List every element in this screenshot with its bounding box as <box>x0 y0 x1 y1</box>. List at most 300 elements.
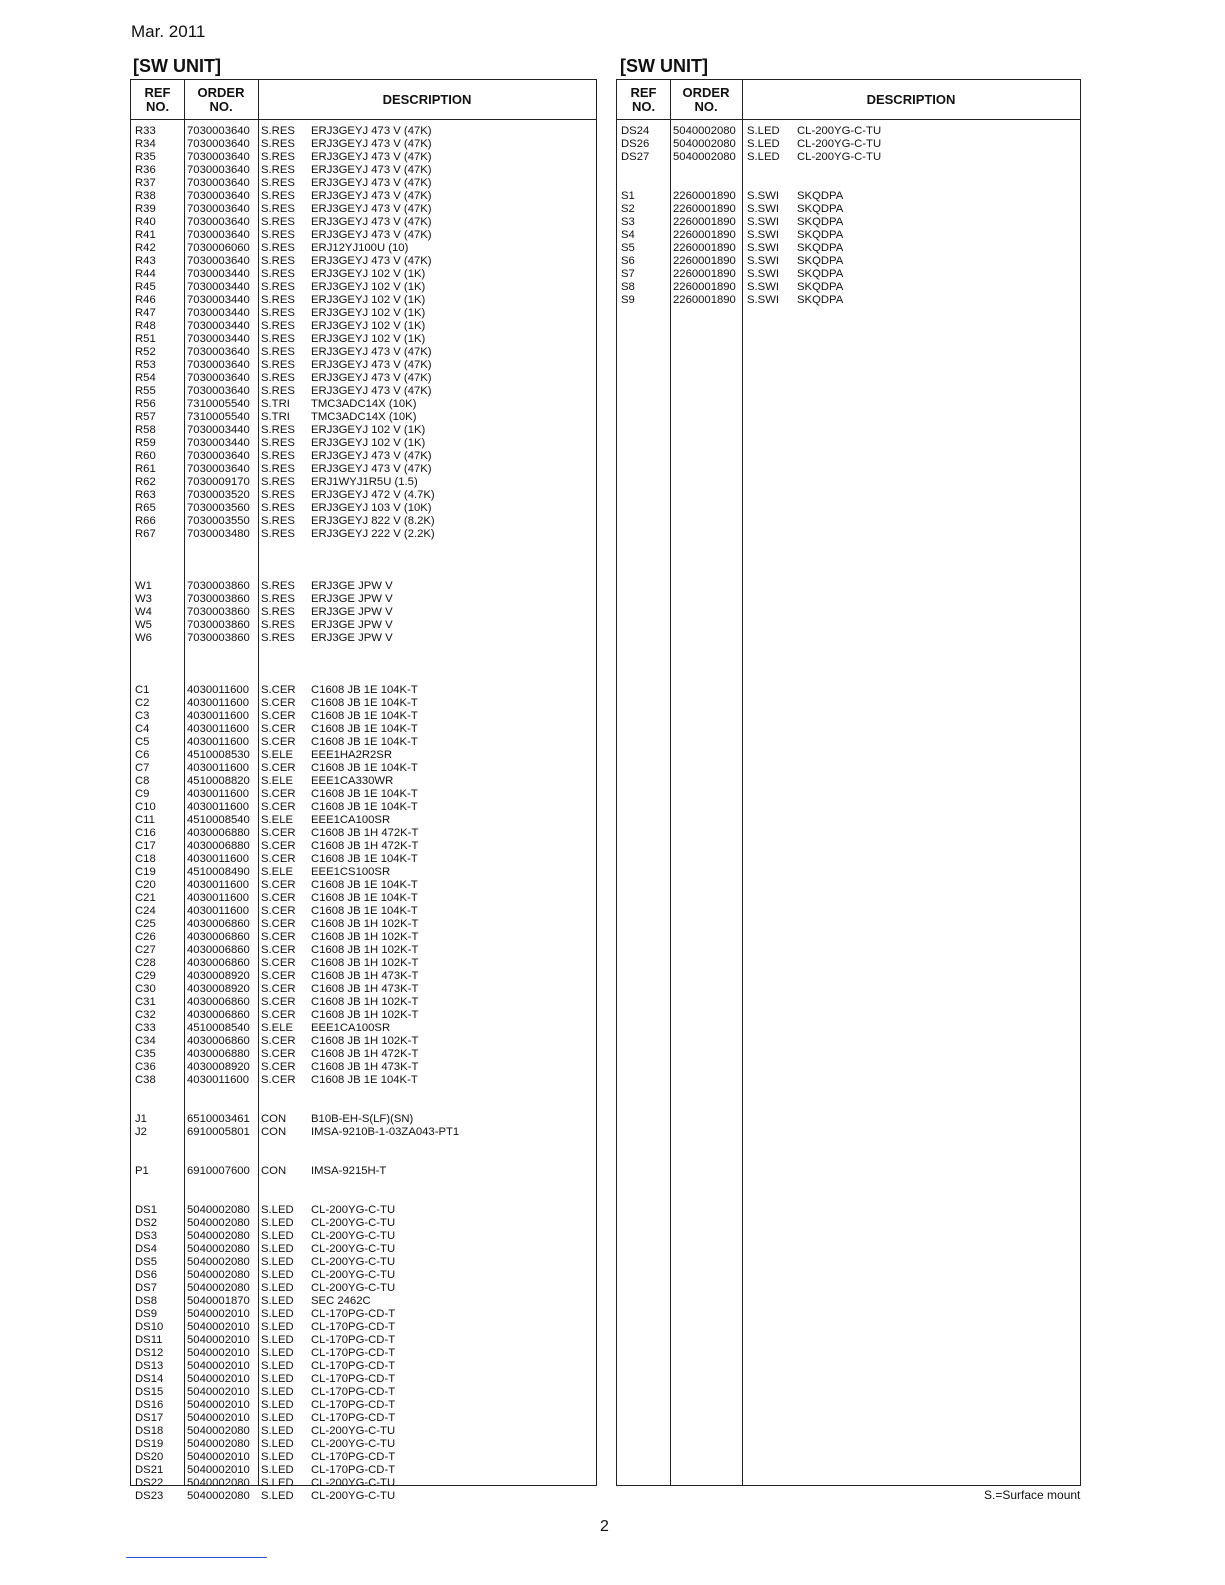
table-row <box>131 593 596 606</box>
description-cell: ERJ3GE JPW V <box>311 606 393 618</box>
description-cell: C1608 JB 1H 102K-T <box>311 996 419 1008</box>
ref-no-cell: R40 <box>135 216 156 228</box>
order-no-cell: 5040001870 <box>187 1295 250 1307</box>
part-type-cell: S.LED <box>261 1412 294 1424</box>
ref-no-cell: C21 <box>135 892 156 904</box>
ref-no-cell: R66 <box>135 515 156 527</box>
ref-no-cell: DS12 <box>135 1347 164 1359</box>
order-no-cell: 4030011600 <box>187 710 249 722</box>
part-type-cell: S.LED <box>261 1321 294 1333</box>
ref-no-cell: S6 <box>621 255 635 267</box>
order-no-cell: 4030006860 <box>187 996 250 1008</box>
order-no-cell: 5040002080 <box>187 1425 250 1437</box>
part-type-cell: S.ELE <box>261 866 294 878</box>
description-cell: CL-170PG-CD-T <box>311 1464 396 1476</box>
parts-table-left <box>130 79 597 1502</box>
part-type-cell: S.RES <box>261 268 295 280</box>
table-row <box>131 1009 596 1022</box>
description-cell: ERJ3GEYJ 102 V (1K) <box>311 281 426 293</box>
table-row <box>131 736 596 749</box>
ref-no-cell: C2 <box>135 697 150 709</box>
order-no-cell: 4030011600 <box>187 697 249 709</box>
ref-no-cell: C17 <box>135 840 156 852</box>
order-no-cell: 6510003461 <box>187 1113 250 1125</box>
description-cell: CL-170PG-CD-T <box>311 1373 396 1385</box>
table-row <box>131 372 596 385</box>
ref-no-cell: W6 <box>135 632 152 644</box>
description-cell: CL-170PG-CD-T <box>311 1451 396 1463</box>
table-row <box>617 164 1080 177</box>
ref-no-cell: J1 <box>135 1113 147 1125</box>
table-row <box>131 385 596 398</box>
description-cell: IMSA-9215H-T <box>311 1165 387 1177</box>
order-no-cell: 7030003860 <box>187 619 250 631</box>
table-row <box>131 294 596 307</box>
order-no-cell: 2260001890 <box>673 268 736 280</box>
table-row <box>131 268 596 281</box>
table-row <box>131 1191 596 1204</box>
part-type-cell: S.RES <box>261 528 295 540</box>
part-type-cell: S.RES <box>261 190 295 202</box>
table-row <box>131 190 596 203</box>
table-row <box>131 918 596 931</box>
part-type-cell: S.LED <box>261 1256 294 1268</box>
part-type-cell: S.LED <box>261 1490 294 1502</box>
table-row <box>617 177 1080 190</box>
part-type-cell: S.RES <box>261 437 295 449</box>
description-cell: C1608 JB 1E 104K-T <box>311 905 418 917</box>
order-no-cell: 4510008540 <box>187 814 250 826</box>
ref-no-cell: R55 <box>135 385 156 397</box>
part-type-cell: S.SWI <box>747 255 780 267</box>
part-type-cell: S.RES <box>261 333 295 345</box>
table-body <box>617 125 1080 307</box>
header-ref-no: REF NO. <box>630 84 657 114</box>
part-type-cell: S.ELE <box>261 749 294 761</box>
ref-no-cell: R61 <box>135 463 156 475</box>
part-type-cell: S.LED <box>261 1399 294 1411</box>
table-row <box>131 333 596 346</box>
table-row <box>131 216 596 229</box>
order-no-cell: 5040002010 <box>187 1308 250 1320</box>
order-no-cell: 5040002080 <box>187 1243 250 1255</box>
ref-no-cell: W4 <box>135 606 152 618</box>
header-ref-no: REF NO. <box>144 84 171 114</box>
order-no-cell: 7030003860 <box>187 606 250 618</box>
part-type-cell: S.LED <box>261 1295 294 1307</box>
description-cell: ERJ3GEYJ 473 V (47K) <box>311 190 432 202</box>
part-type-cell: S.CER <box>261 905 296 917</box>
part-type-cell: S.LED <box>261 1373 294 1385</box>
ref-no-cell: DS6 <box>135 1269 157 1281</box>
table-row <box>131 1295 596 1308</box>
table-row <box>131 502 596 515</box>
description-cell: C1608 JB 1H 473K-T <box>311 983 419 995</box>
description-cell: SKQDPA <box>797 281 844 293</box>
table-row <box>131 996 596 1009</box>
table-row <box>131 151 596 164</box>
description-cell: SKQDPA <box>797 294 844 306</box>
part-type-cell: S.CER <box>261 944 296 956</box>
part-type-cell: S.CER <box>261 970 296 982</box>
order-no-cell: 5040002080 <box>673 125 736 137</box>
table-row <box>131 359 596 372</box>
order-no-cell: 4030008920 <box>187 1061 250 1073</box>
description-cell: ERJ3GEYJ 472 V (4.7K) <box>311 489 435 501</box>
order-no-cell: 7030003640 <box>187 385 250 397</box>
order-no-cell: 7030003640 <box>187 372 250 384</box>
order-no-cell: 4030006860 <box>187 1009 250 1021</box>
description-cell: B10B-EH-S(LF)(SN) <box>311 1113 414 1125</box>
part-type-cell: S.SWI <box>747 229 780 241</box>
table-row <box>131 892 596 905</box>
part-type-cell: S.LED <box>261 1230 294 1242</box>
description-cell: CL-170PG-CD-T <box>311 1399 396 1411</box>
part-type-cell: S.CER <box>261 684 296 696</box>
ref-no-cell: C19 <box>135 866 156 878</box>
description-cell: SEC 2462C <box>311 1295 371 1307</box>
description-cell: C1608 JB 1H 473K-T <box>311 1061 419 1073</box>
table-row <box>131 1321 596 1334</box>
table-row <box>131 970 596 983</box>
table-row <box>131 411 596 424</box>
ref-no-cell: R62 <box>135 476 156 488</box>
part-type-cell: S.LED <box>261 1438 294 1450</box>
part-type-cell: S.ELE <box>261 814 294 826</box>
ref-no-cell: P1 <box>135 1165 149 1177</box>
description-cell: ERJ3GEYJ 102 V (1K) <box>311 424 426 436</box>
description-cell: C1608 JB 1H 472K-T <box>311 827 419 839</box>
footer-link-line[interactable] <box>126 1557 267 1558</box>
ref-no-cell: R67 <box>135 528 156 540</box>
description-cell: C1608 JB 1E 104K-T <box>311 697 418 709</box>
description-cell: ERJ3GEYJ 473 V (47K) <box>311 164 432 176</box>
ref-no-cell: R51 <box>135 333 156 345</box>
description-cell: C1608 JB 1E 104K-T <box>311 801 418 813</box>
description-cell: ERJ3GE JPW V <box>311 580 393 592</box>
ref-no-cell: S5 <box>621 242 635 254</box>
description-cell: C1608 JB 1E 104K-T <box>311 762 418 774</box>
order-no-cell: 4030011600 <box>187 762 249 774</box>
table-header <box>131 80 596 120</box>
description-cell: ERJ3GEYJ 473 V (47K) <box>311 359 432 371</box>
ref-no-cell: C5 <box>135 736 150 748</box>
table-row <box>131 476 596 489</box>
ref-no-cell: C32 <box>135 1009 156 1021</box>
ref-no-cell: C8 <box>135 775 150 787</box>
description-cell: C1608 JB 1E 104K-T <box>311 1074 418 1086</box>
table-row <box>131 1399 596 1412</box>
table-row <box>131 827 596 840</box>
part-type-cell: S.CER <box>261 931 296 943</box>
table-row <box>131 801 596 814</box>
description-cell: EEE1CS100SR <box>311 866 391 878</box>
order-no-cell: 4030011600 <box>187 736 249 748</box>
table-row <box>617 294 1080 307</box>
description-cell: CL-200YG-C-TU <box>797 125 882 137</box>
order-no-cell: 7030003440 <box>187 268 250 280</box>
order-no-cell: 7030006060 <box>187 242 250 254</box>
table-row <box>131 307 596 320</box>
table-row <box>131 1048 596 1061</box>
order-no-cell: 5040002080 <box>187 1282 250 1294</box>
ref-no-cell: C36 <box>135 1061 156 1073</box>
table-header <box>617 80 1080 120</box>
part-type-cell: S.CER <box>261 983 296 995</box>
order-no-cell: 7030003440 <box>187 424 250 436</box>
order-no-cell: 7030003640 <box>187 190 250 202</box>
order-no-cell: 7030003640 <box>187 229 250 241</box>
part-type-cell: S.CER <box>261 788 296 800</box>
order-no-cell: 4030011600 <box>187 801 249 813</box>
description-cell: CL-200YG-C-TU <box>311 1243 396 1255</box>
part-type-cell: S.CER <box>261 840 296 852</box>
table-row <box>131 1217 596 1230</box>
table-row <box>131 450 596 463</box>
table-row <box>131 840 596 853</box>
description-cell: C1608 JB 1H 472K-T <box>311 840 419 852</box>
part-type-cell: S.LED <box>261 1217 294 1229</box>
description-cell: C1608 JB 1H 102K-T <box>311 931 419 943</box>
part-type-cell: S.LED <box>747 138 780 150</box>
order-no-cell: 7030003860 <box>187 580 250 592</box>
part-type-cell: S.CER <box>261 1074 296 1086</box>
description-cell: CL-200YG-C-TU <box>311 1490 396 1502</box>
table-row <box>131 1438 596 1451</box>
table-row <box>131 762 596 775</box>
description-cell: SKQDPA <box>797 190 844 202</box>
description-cell: C1608 JB 1H 102K-T <box>311 1035 419 1047</box>
description-cell: SKQDPA <box>797 255 844 267</box>
description-cell: CL-200YG-C-TU <box>797 138 882 150</box>
description-cell: SKQDPA <box>797 203 844 215</box>
table-row <box>131 489 596 502</box>
order-no-cell: 5040002010 <box>187 1451 250 1463</box>
description-cell: CL-200YG-C-TU <box>311 1204 396 1216</box>
ref-no-cell: C28 <box>135 957 156 969</box>
description-cell: ERJ3GEYJ 473 V (47K) <box>311 229 432 241</box>
part-type-cell: S.LED <box>261 1243 294 1255</box>
ref-no-cell: C1 <box>135 684 150 696</box>
table-row <box>131 1230 596 1243</box>
part-type-cell: S.RES <box>261 294 295 306</box>
ref-no-cell: S8 <box>621 281 635 293</box>
order-no-cell: 7030003560 <box>187 502 250 514</box>
part-type-cell: S.CER <box>261 723 296 735</box>
part-type-cell: S.CER <box>261 879 296 891</box>
ref-no-cell: C3 <box>135 710 150 722</box>
description-cell: ERJ3GEYJ 473 V (47K) <box>311 463 432 475</box>
description-cell: ERJ3GEYJ 473 V (47K) <box>311 450 432 462</box>
description-cell: EEE1CA100SR <box>311 1022 391 1034</box>
part-type-cell: S.RES <box>261 385 295 397</box>
order-no-cell: 7310005540 <box>187 398 250 410</box>
description-cell: ERJ3GEYJ 102 V (1K) <box>311 333 426 345</box>
description-cell: SKQDPA <box>797 242 844 254</box>
description-cell: ERJ3GEYJ 222 V (2.2K) <box>311 528 435 540</box>
part-type-cell: S.TRI <box>261 411 290 423</box>
order-no-cell: 7030003640 <box>187 177 250 189</box>
part-type-cell: S.RES <box>261 164 295 176</box>
table-row <box>131 1425 596 1438</box>
table-row <box>131 671 596 684</box>
ref-no-cell: C33 <box>135 1022 156 1034</box>
order-no-cell: 5040002080 <box>187 1477 250 1489</box>
description-cell: CL-200YG-C-TU <box>311 1230 396 1242</box>
ref-no-cell: DS22 <box>135 1477 164 1489</box>
ref-no-cell: C16 <box>135 827 156 839</box>
part-type-cell: S.RES <box>261 255 295 267</box>
part-type-cell: S.CER <box>261 996 296 1008</box>
part-type-cell: S.RES <box>261 242 295 254</box>
order-no-cell: 5040002010 <box>187 1412 250 1424</box>
table-row <box>131 281 596 294</box>
part-type-cell: S.RES <box>261 346 295 358</box>
description-cell: CL-170PG-CD-T <box>311 1386 396 1398</box>
ref-no-cell: DS10 <box>135 1321 164 1333</box>
part-type-cell: S.CER <box>261 1035 296 1047</box>
order-no-cell: 4030006860 <box>187 931 250 943</box>
part-type-cell: S.CER <box>261 1048 296 1060</box>
order-no-cell: 6910005801 <box>187 1126 250 1138</box>
ref-no-cell: C9 <box>135 788 150 800</box>
order-no-cell: 4030006860 <box>187 1035 250 1047</box>
order-no-cell: 4030011600 <box>187 892 249 904</box>
part-type-cell: S.CER <box>261 697 296 709</box>
table-row <box>617 268 1080 281</box>
table-row <box>131 138 596 151</box>
footnote: S.=Surface mount <box>984 1488 1081 1502</box>
order-no-cell: 2260001890 <box>673 242 736 254</box>
ref-no-cell: R38 <box>135 190 156 202</box>
description-cell: IMSA-9210B-1-03ZA043-PT1 <box>311 1126 460 1138</box>
description-cell: EEE1HA2R2SR <box>311 749 392 761</box>
table-row <box>131 1308 596 1321</box>
table-row <box>131 1464 596 1477</box>
ref-no-cell: S1 <box>621 190 635 202</box>
table-row <box>131 723 596 736</box>
table-row <box>131 125 596 138</box>
order-no-cell: 7030003440 <box>187 307 250 319</box>
description-cell: CL-200YG-C-TU <box>311 1282 396 1294</box>
description-cell: ERJ3GEYJ 473 V (47K) <box>311 255 432 267</box>
part-type-cell: S.RES <box>261 632 295 644</box>
ref-no-cell: R54 <box>135 372 156 384</box>
description-cell: ERJ3GEYJ 473 V (47K) <box>311 216 432 228</box>
ref-no-cell: DS26 <box>621 138 650 150</box>
ref-no-cell: C27 <box>135 944 156 956</box>
description-cell: ERJ3GEYJ 102 V (1K) <box>311 307 426 319</box>
description-cell: CL-170PG-CD-T <box>311 1412 396 1424</box>
table-row <box>131 1490 596 1503</box>
order-no-cell: 7030003520 <box>187 489 250 501</box>
order-no-cell: 5040002010 <box>187 1334 250 1346</box>
part-type-cell: S.SWI <box>747 190 780 202</box>
description-cell: TMC3ADC14X (10K) <box>311 411 417 423</box>
table-row <box>617 216 1080 229</box>
part-type-cell: S.LED <box>261 1425 294 1437</box>
part-type-cell: S.CER <box>261 710 296 722</box>
part-type-cell: S.LED <box>261 1334 294 1346</box>
header-description: DESCRIPTION <box>382 91 472 107</box>
order-no-cell: 4030006880 <box>187 1048 250 1060</box>
ref-no-cell: C11 <box>135 814 155 826</box>
table-row <box>131 437 596 450</box>
description-cell: CL-200YG-C-TU <box>797 151 882 163</box>
order-no-cell: 4030006860 <box>187 957 250 969</box>
table-row <box>131 1035 596 1048</box>
table-row <box>131 1347 596 1360</box>
order-no-cell: 4030006880 <box>187 840 250 852</box>
ref-no-cell: DS3 <box>135 1230 157 1242</box>
table-row <box>131 1165 596 1178</box>
ref-no-cell: S7 <box>621 268 635 280</box>
table-row <box>617 281 1080 294</box>
description-cell: CL-200YG-C-TU <box>311 1438 396 1450</box>
part-type-cell: S.RES <box>261 177 295 189</box>
document-date: Mar. 2011 <box>131 22 206 41</box>
order-no-cell: 6910007600 <box>187 1165 250 1177</box>
ref-no-cell: C6 <box>135 749 150 761</box>
table-row <box>131 164 596 177</box>
order-no-cell: 4510008820 <box>187 775 250 787</box>
description-cell: ERJ3GEYJ 473 V (47K) <box>311 372 432 384</box>
part-type-cell: S.LED <box>261 1269 294 1281</box>
ref-no-cell: J2 <box>135 1126 147 1138</box>
ref-no-cell: C10 <box>135 801 156 813</box>
order-no-cell: 5040002080 <box>187 1256 250 1268</box>
part-type-cell: S.CER <box>261 853 296 865</box>
order-no-cell: 5040002010 <box>187 1360 250 1372</box>
description-cell: ERJ3GEYJ 473 V (47K) <box>311 385 432 397</box>
table-row <box>617 138 1080 151</box>
table-row <box>131 866 596 879</box>
description-cell: ERJ3GEYJ 473 V (47K) <box>311 138 432 150</box>
table-row <box>131 177 596 190</box>
table-row <box>131 957 596 970</box>
ref-no-cell: DS23 <box>135 1490 164 1502</box>
description-cell: ERJ3GEYJ 102 V (1K) <box>311 294 426 306</box>
table-row <box>131 1256 596 1269</box>
table-row <box>131 1087 596 1100</box>
description-cell: C1608 JB 1E 104K-T <box>311 892 418 904</box>
ref-no-cell: R52 <box>135 346 156 358</box>
table-row <box>131 320 596 333</box>
table-row <box>131 255 596 268</box>
description-cell: C1608 JB 1H 102K-T <box>311 957 419 969</box>
description-cell: SKQDPA <box>797 229 844 241</box>
table-row <box>131 203 596 216</box>
order-no-cell: 4510008540 <box>187 1022 250 1034</box>
table-row <box>131 515 596 528</box>
part-type-cell: S.ELE <box>261 775 294 787</box>
order-no-cell: 5040002010 <box>187 1386 250 1398</box>
ref-no-cell: R63 <box>135 489 156 501</box>
part-type-cell: S.RES <box>261 502 295 514</box>
ref-no-cell: DS1 <box>135 1204 157 1216</box>
order-no-cell: 4030008920 <box>187 970 250 982</box>
ref-no-cell: DS11 <box>135 1334 163 1346</box>
order-no-cell: 4030011600 <box>187 905 249 917</box>
table-row <box>131 1061 596 1074</box>
part-type-cell: S.RES <box>261 203 295 215</box>
ref-no-cell: C18 <box>135 853 156 865</box>
order-no-cell: 4030008920 <box>187 983 250 995</box>
description-cell: C1608 JB 1H 472K-T <box>311 1048 419 1060</box>
part-type-cell: S.CER <box>261 957 296 969</box>
table-row <box>131 528 596 541</box>
ref-no-cell: C30 <box>135 983 156 995</box>
